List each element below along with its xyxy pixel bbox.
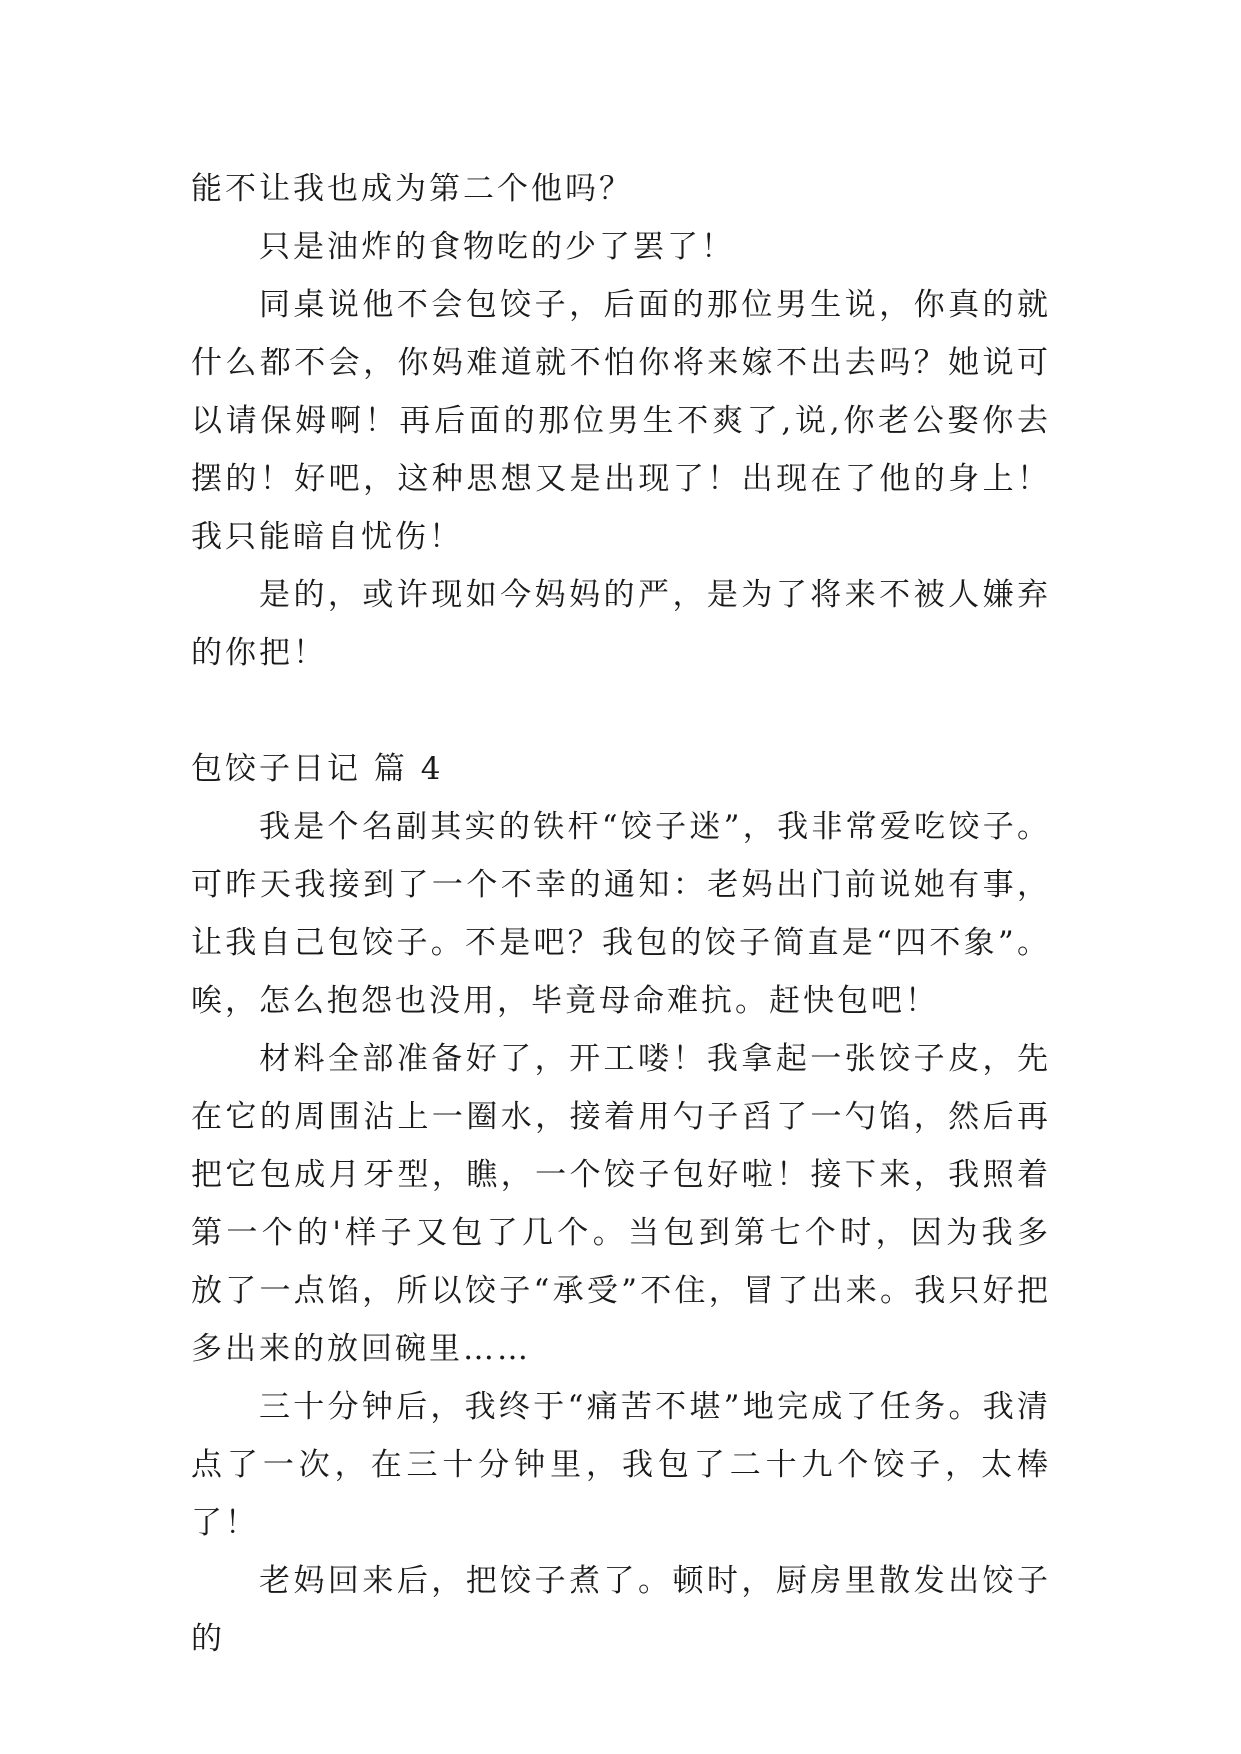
paragraph: 材料全部准备好了，开工喽！我拿起一张饺子皮，先在它的周围沾上一圈水，接着用勺子舀了一勺馅，然后再把它包成月牙型，瞧，一个饺子包好啦！接下来，我照着第一个的'样子又包了几个。当包到第七个时，因为我多放了一点馅，所以饺子“承受”不住，冒了出来。我只好把多出来的放回碗里…… — [191, 1041, 1051, 1367]
paragraph: 老妈回来后，把饺子煮了。顿时，厨房里散发出饺子的 — [191, 1563, 1051, 1657]
paragraph: 三十分钟后，我终于“痛苦不堪”地完成了任务。我清点了一次，在三十分钟里，我包了二十九个饺子，太棒了！ — [191, 1389, 1051, 1541]
paragraph-continuation: 能不让我也成为第二个他吗？ — [191, 171, 633, 207]
section-heading: 包饺子日记 篇 4 — [191, 751, 444, 787]
document-body — [191, 160, 1051, 1668]
paragraph: 同桌说他不会包饺子，后面的那位男生说，你真的就什么都不会，你妈难道就不怕你将来嫁不出去吗？她说可以请保姆啊！再后面的那位男生不爽了,说,你老公娶你去摆的！好吧，这种思想又是出现了！出现在了他的身上！我只能暗自忧伤！ — [191, 287, 1051, 555]
paragraph: 我是个名副其实的铁杆“饺子迷”，我非常爱吃饺子。可昨天我接到了一个不幸的通知：老妈出门前说她有事，让我自己包饺子。不是吧？我包的饺子简直是“四不象”。唉，怎么抱怨也没用，毕竟母命难抗。赶快包吧！ — [191, 809, 1051, 1019]
paragraph: 是的，或许现如今妈妈的严，是为了将来不被人嫌弃的你把！ — [191, 577, 1051, 671]
paragraph: 只是油炸的食物吃的少了罢了！ — [259, 229, 735, 265]
section-spacer — [191, 682, 1051, 740]
